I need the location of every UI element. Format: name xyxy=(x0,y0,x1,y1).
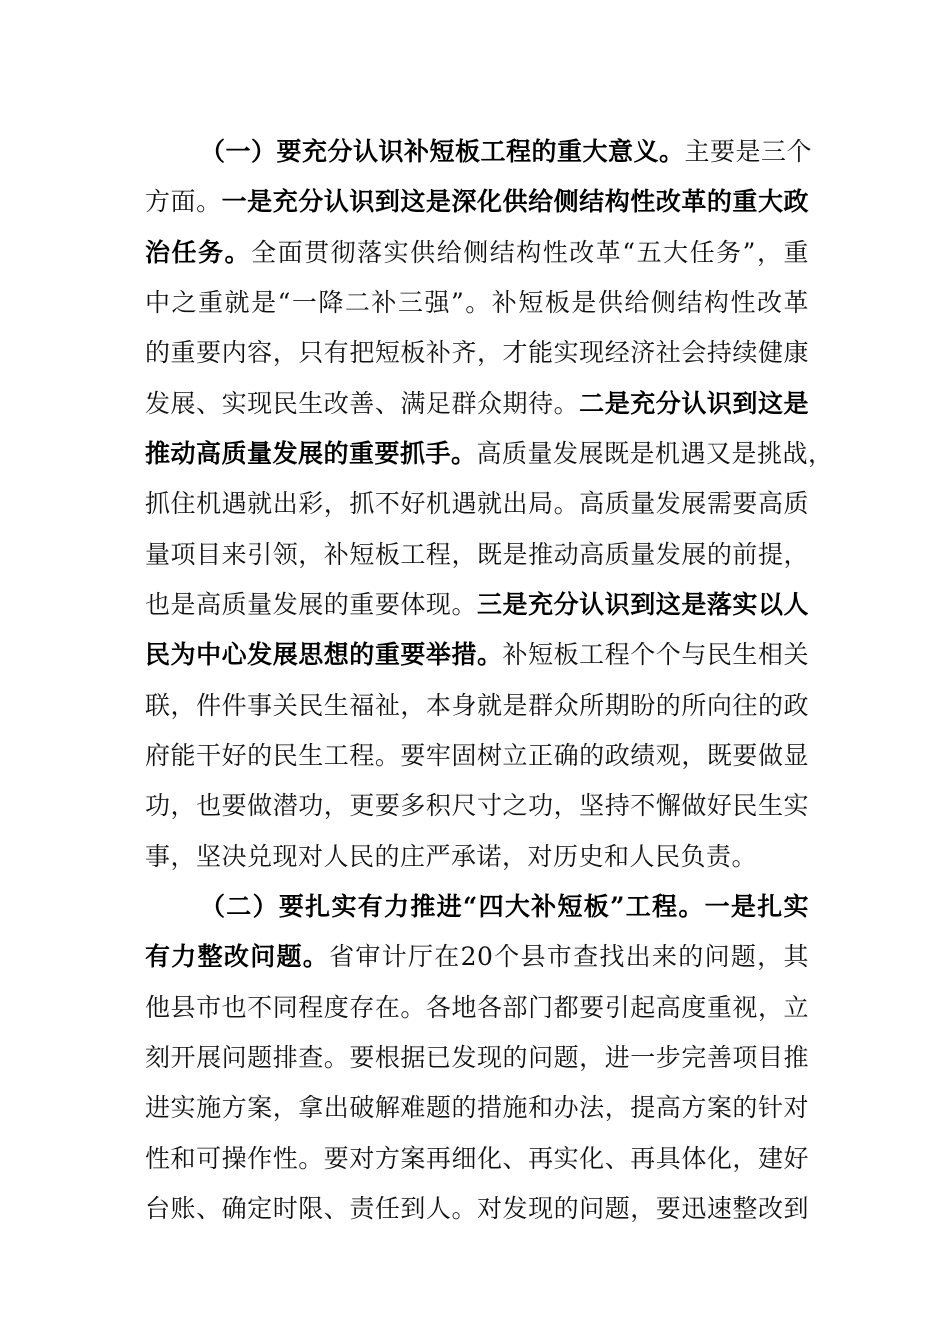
text-line xyxy=(145,730,809,782)
body-text: 抓住机遇就出彩，抓不好机遇就出局。高质量发展需要高质 xyxy=(145,489,809,518)
body-text: 全面贯彻落实供给侧结构性改革“五大任务”，重 xyxy=(251,238,809,267)
body-text: 他县市也不同程度存在。各地各部门都要引起高度重视，立 xyxy=(145,993,809,1022)
text-line xyxy=(145,579,809,631)
body-text: 刻开展问题排查。要根据已发现的问题，进一步完善项目推 xyxy=(145,1043,809,1072)
bold-text: 推动高质量发展的重要抓手。 xyxy=(145,439,477,468)
text-line xyxy=(145,629,809,681)
body-text: 量项目来引领，补短板工程，既是推动高质量发展的前提， xyxy=(145,540,809,569)
text-line xyxy=(145,982,809,1034)
body-text: 府能干好的民生工程。要牢固树立正确的政绩观，既要做显 xyxy=(145,741,809,770)
body-text: 方面。 xyxy=(145,187,222,216)
text-line xyxy=(145,1032,809,1084)
body-text: 省审计厅在20个县市查找出来的问题，其 xyxy=(329,942,809,971)
body-text: 也是高质量发展的重要体现。 xyxy=(145,590,478,619)
body-text: 功，也要做潜功，更要多积尺寸之功，坚持不懈做好民生实 xyxy=(145,791,809,820)
body-text: 高质量发展既是机遇又是挑战， xyxy=(476,439,834,468)
body-text: 的重要内容，只有把短板补齐，才能实现经济社会持续健康 xyxy=(145,338,809,367)
text-line xyxy=(145,1183,809,1235)
bold-text: 民为中心发展思想的重要举措。 xyxy=(145,640,503,669)
text-line xyxy=(145,478,809,530)
body-text: 补短板工程个个与民生相关 xyxy=(502,640,809,669)
text-line xyxy=(145,831,757,883)
bold-text: 二是充分认识到这是 xyxy=(579,389,809,418)
body-text: 性和可操作性。要对方案再细化、再实化、再具体化，建好 xyxy=(145,1144,809,1173)
bold-text: 一是充分认识到这是深化供给侧结构性改革的重大政 xyxy=(221,187,809,216)
text-line xyxy=(145,428,834,480)
text-line xyxy=(145,176,809,228)
text-line xyxy=(145,680,809,732)
bold-text: （二）要扎实有力推进“四大补短板”工程。一是扎实 xyxy=(200,892,809,921)
bold-text: 三是充分认识到这是落实以人 xyxy=(477,590,809,619)
text-line xyxy=(200,881,809,933)
text-line xyxy=(145,327,809,379)
text-line xyxy=(145,277,809,329)
body-text: 事，坚决兑现对人民的庄严承诺，对历史和人民负责。 xyxy=(145,842,758,871)
body-text: 联，件件事关民生福祉，本身就是群众所期盼的所向往的政 xyxy=(145,691,809,720)
text-line xyxy=(145,780,809,832)
bold-text: （一）要充分认识补短板工程的重大意义。 xyxy=(200,137,685,166)
text-line xyxy=(145,931,809,983)
text-line xyxy=(145,378,809,430)
text-line xyxy=(145,1082,809,1134)
body-text: 主要是三个 xyxy=(684,137,813,166)
text-line xyxy=(145,529,809,581)
body-text: 台账、确定时限、责任到人。对发现的问题，要迅速整改到 xyxy=(145,1194,809,1223)
body-text: 中之重就是“一降二补三强”。补短板是供给侧结构性改革 xyxy=(145,288,809,317)
text-line xyxy=(145,227,809,279)
bold-text: 有力整改问题。 xyxy=(145,942,330,971)
body-text: 发展、实现民生改善、满足群众期待。 xyxy=(145,389,580,418)
text-line xyxy=(145,1133,809,1185)
bold-text: 治任务。 xyxy=(145,238,252,267)
text-line xyxy=(200,126,813,178)
body-text: 进实施方案，拿出破解难题的措施和办法，提高方案的针对 xyxy=(145,1093,809,1122)
